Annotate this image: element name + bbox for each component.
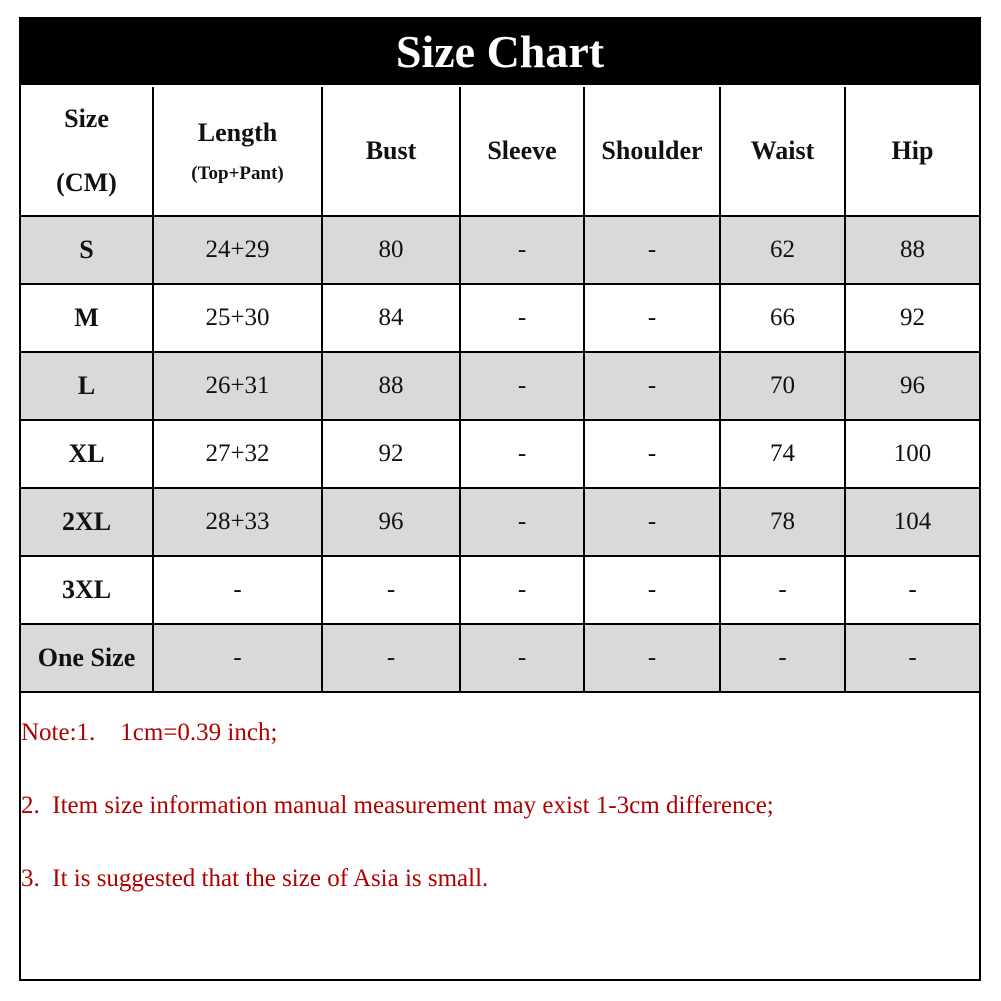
cell-shoulder: -	[584, 420, 720, 488]
cell-length: 24+29	[153, 216, 322, 284]
cell-length: 26+31	[153, 352, 322, 420]
header-length-sub: (Top+Pant)	[191, 163, 284, 184]
cell-size: M	[21, 284, 153, 352]
table-row	[21, 556, 979, 624]
cell-waist: 66	[720, 284, 845, 352]
cell-bust: 80	[322, 216, 460, 284]
note-1: Note:1. 1cm=0.39 inch;	[21, 719, 278, 746]
table-header-row	[21, 87, 979, 216]
cell-bust: 88	[322, 352, 460, 420]
header-bust: Bust	[322, 87, 460, 216]
cell-bust: -	[322, 624, 460, 692]
note-2: 2. Item size information manual measurement may exist 1-3cm difference;	[21, 792, 774, 819]
header-sleeve: Sleeve	[460, 87, 584, 216]
size-chart-frame	[19, 17, 981, 981]
cell-hip: 96	[845, 352, 979, 420]
cell-size: 2XL	[21, 488, 153, 556]
cell-hip: 92	[845, 284, 979, 352]
cell-hip: -	[845, 624, 979, 692]
cell-hip: 104	[845, 488, 979, 556]
table-row	[21, 624, 979, 692]
header-shoulder: Shoulder	[584, 87, 720, 216]
cell-sleeve: -	[460, 352, 584, 420]
cell-bust: 96	[322, 488, 460, 556]
cell-length: 28+33	[153, 488, 322, 556]
cell-size: L	[21, 352, 153, 420]
cell-length: 27+32	[153, 420, 322, 488]
cell-bust: -	[322, 556, 460, 624]
cell-waist: 74	[720, 420, 845, 488]
cell-sleeve: -	[460, 556, 584, 624]
cell-sleeve: -	[460, 420, 584, 488]
cell-bust: 84	[322, 284, 460, 352]
cell-shoulder: -	[584, 216, 720, 284]
header-size	[21, 87, 153, 216]
cell-length: -	[153, 624, 322, 692]
size-table	[21, 87, 979, 693]
table-row	[21, 352, 979, 420]
cell-bust: 92	[322, 420, 460, 488]
cell-size: S	[21, 216, 153, 284]
table-row	[21, 284, 979, 352]
header-hip: Hip	[845, 87, 979, 216]
table-row	[21, 216, 979, 284]
cell-shoulder: -	[584, 556, 720, 624]
cell-shoulder: -	[584, 352, 720, 420]
cell-sleeve: -	[460, 216, 584, 284]
cell-sleeve: -	[460, 284, 584, 352]
header-size-unit: (CM)	[56, 168, 117, 197]
page-title: Size Chart	[21, 19, 979, 85]
cell-waist: 70	[720, 352, 845, 420]
cell-size: XL	[21, 420, 153, 488]
header-waist: Waist	[720, 87, 845, 216]
cell-waist: 62	[720, 216, 845, 284]
table-row	[21, 420, 979, 488]
cell-length: -	[153, 556, 322, 624]
table-row	[21, 488, 979, 556]
header-length-label: Length	[197, 118, 278, 147]
cell-hip: -	[845, 556, 979, 624]
cell-size: One Size	[21, 624, 153, 692]
cell-waist: 78	[720, 488, 845, 556]
header-length	[153, 87, 322, 216]
header-size-label: Size	[64, 104, 109, 133]
cell-size: 3XL	[21, 556, 153, 624]
cell-sleeve: -	[460, 624, 584, 692]
cell-shoulder: -	[584, 624, 720, 692]
cell-waist: -	[720, 556, 845, 624]
cell-shoulder: -	[584, 284, 720, 352]
cell-sleeve: -	[460, 488, 584, 556]
cell-hip: 100	[845, 420, 979, 488]
cell-length: 25+30	[153, 284, 322, 352]
cell-waist: -	[720, 624, 845, 692]
cell-shoulder: -	[584, 488, 720, 556]
note-3: 3. It is suggested that the size of Asia is small.	[21, 865, 489, 892]
cell-hip: 88	[845, 216, 979, 284]
